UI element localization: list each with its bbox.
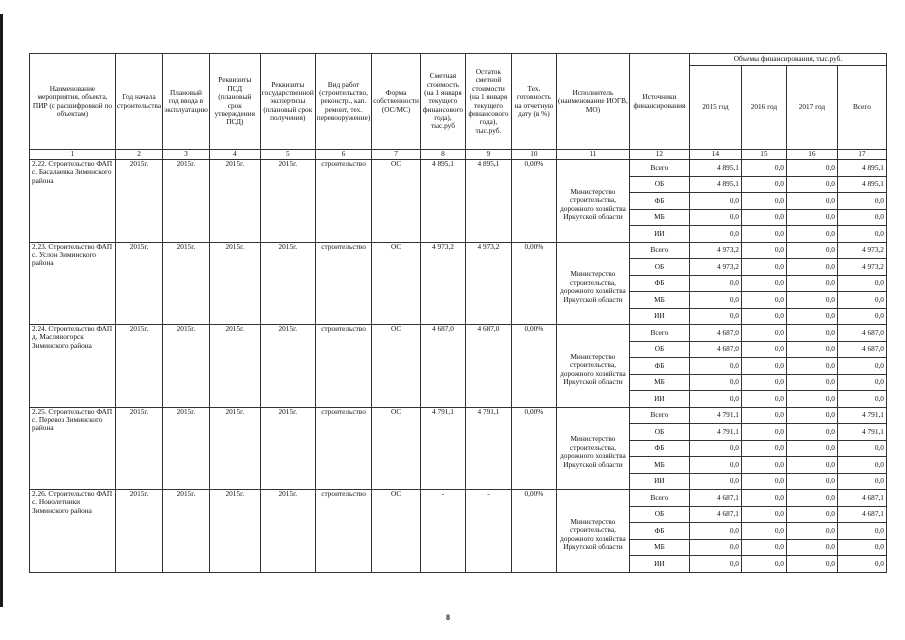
project-name: 2.26. Строительство ФАП с. Новолетники Зиминского района [30, 490, 116, 573]
funding-total: 0,0 [837, 457, 886, 474]
column-number: 6 [315, 150, 372, 160]
funding-total: 0,0 [837, 193, 886, 210]
funding-source: Всего [629, 160, 689, 177]
funding-total: 4 687,1 [837, 490, 886, 507]
funding-2017: 0,0 [786, 440, 837, 457]
start-year: 2015г. [116, 242, 163, 325]
psd-year: 2015г. [209, 325, 260, 408]
funding-total: 4 687,0 [837, 325, 886, 342]
funding-2016: 0,0 [741, 341, 786, 358]
work-type: строительство [315, 407, 372, 490]
executor: Министерство строительства, дорожного хозяйства Иркутской области [556, 407, 629, 490]
start-year: 2015г. [116, 407, 163, 490]
funding-2015: 0,0 [689, 193, 741, 210]
project-name: 2.22. Строительство ФАП с. Басалаевка Зиминского района [30, 160, 116, 243]
plan-year: 2015г. [163, 490, 210, 573]
funding-total: 0,0 [837, 292, 886, 309]
funding-2017: 0,0 [786, 209, 837, 226]
funding-2015: 0,0 [689, 457, 741, 474]
page-number: 8 [446, 613, 450, 622]
funding-2017: 0,0 [786, 259, 837, 276]
header-2015: 2015 год [689, 66, 741, 150]
funding-2017: 0,0 [786, 506, 837, 523]
ownership-form: ОС [372, 490, 421, 573]
funding-total: 0,0 [837, 374, 886, 391]
estimated-cost: - [420, 490, 465, 573]
remaining-cost: 4 791,1 [465, 407, 511, 490]
header-psd-details: Реквизиты ПСД (плановый срок утверждения ПСД) [209, 54, 260, 150]
funding-source: Всего [629, 325, 689, 342]
funding-source: ФБ [629, 193, 689, 210]
header-work-type: Вид работ (строительство, реконстр., кап. ремонт, тех. перевооружение) [315, 54, 372, 150]
funding-2016: 0,0 [741, 473, 786, 490]
funding-2017: 0,0 [786, 490, 837, 507]
executor: Министерство строительства, дорожного хозяйства Иркутской области [556, 490, 629, 573]
header-start-year: Год начала строительства [116, 54, 163, 150]
funding-2015: 0,0 [689, 473, 741, 490]
funding-2015: 4 973,2 [689, 242, 741, 259]
estimated-cost: 4 895,1 [420, 160, 465, 243]
funding-2016: 0,0 [741, 193, 786, 210]
funding-2016: 0,0 [741, 358, 786, 375]
funding-2015: 4 687,0 [689, 341, 741, 358]
column-number: 15 [741, 150, 786, 160]
funding-source: Всего [629, 490, 689, 507]
project-row [30, 325, 887, 342]
funding-2016: 0,0 [741, 308, 786, 325]
funding-total: 4 791,1 [837, 407, 886, 424]
funding-2015: 0,0 [689, 308, 741, 325]
funding-2015: 4 895,1 [689, 176, 741, 193]
funding-2016: 0,0 [741, 457, 786, 474]
funding-source: ФБ [629, 440, 689, 457]
start-year: 2015г. [116, 325, 163, 408]
funding-source: Всего [629, 407, 689, 424]
funding-2015: 4 895,1 [689, 160, 741, 177]
header-total: Всего [837, 66, 886, 150]
funding-2017: 0,0 [786, 473, 837, 490]
psd-year: 2015г. [209, 490, 260, 573]
readiness-percent: 0,00% [511, 160, 556, 243]
funding-2017: 0,0 [786, 292, 837, 309]
funding-total: 0,0 [837, 473, 886, 490]
psd-year: 2015г. [209, 160, 260, 243]
funding-2015: 4 791,1 [689, 424, 741, 441]
header-plan-year: Плановый год ввода в эксплуатацию [163, 54, 210, 150]
funding-2015: 4 791,1 [689, 407, 741, 424]
header-executor: Исполнитель (наименование ИОГВ, МО) [556, 54, 629, 150]
funding-2017: 0,0 [786, 358, 837, 375]
executor: Министерство строительства, дорожного хозяйства Иркутской области [556, 160, 629, 243]
funding-2017: 0,0 [786, 308, 837, 325]
project-name: 2.23. Строительство ФАП с. Услон Зиминского района [30, 242, 116, 325]
funding-2015: 0,0 [689, 226, 741, 243]
funding-total: 0,0 [837, 358, 886, 375]
funding-2016: 0,0 [741, 506, 786, 523]
funding-2015: 4 687,1 [689, 490, 741, 507]
funding-total: 4 973,2 [837, 242, 886, 259]
expertise-year: 2015г. [260, 160, 315, 243]
column-number: 4 [209, 150, 260, 160]
funding-2016: 0,0 [741, 176, 786, 193]
funding-total: 0,0 [837, 275, 886, 292]
funding-source: ОБ [629, 506, 689, 523]
funding-2015: 0,0 [689, 275, 741, 292]
funding-2015: 0,0 [689, 539, 741, 556]
remaining-cost: 4 973,2 [465, 242, 511, 325]
plan-year: 2015г. [163, 407, 210, 490]
project-name: 2.25. Строительство ФАП с. Перевоз Зиминского района [30, 407, 116, 490]
header-2017: 2017 год [786, 66, 837, 150]
psd-year: 2015г. [209, 407, 260, 490]
funding-2017: 0,0 [786, 556, 837, 573]
expertise-year: 2015г. [260, 490, 315, 573]
column-number: 17 [837, 150, 886, 160]
funding-2017: 0,0 [786, 226, 837, 243]
project-row [30, 490, 887, 507]
column-number: 14 [689, 150, 741, 160]
header-2016: 2016 год [741, 66, 786, 150]
ownership-form: ОС [372, 160, 421, 243]
header-funding-group: Объемы финансирования, тыс.руб. [689, 54, 886, 66]
funding-2015: 0,0 [689, 440, 741, 457]
funding-2017: 0,0 [786, 242, 837, 259]
header-ownership: Форма собственности (ОС/МС) [372, 54, 421, 150]
expertise-year: 2015г. [260, 242, 315, 325]
funding-source: ОБ [629, 259, 689, 276]
estimated-cost: 4 687,0 [420, 325, 465, 408]
funding-2017: 0,0 [786, 193, 837, 210]
funding-2017: 0,0 [786, 176, 837, 193]
expertise-year: 2015г. [260, 407, 315, 490]
remaining-cost: 4 895,1 [465, 160, 511, 243]
funding-total: 0,0 [837, 226, 886, 243]
readiness-percent: 0,00% [511, 242, 556, 325]
column-number: 8 [420, 150, 465, 160]
funding-2017: 0,0 [786, 275, 837, 292]
column-number: 16 [786, 150, 837, 160]
funding-2017: 0,0 [786, 160, 837, 177]
column-number: 5 [260, 150, 315, 160]
funding-total: 0,0 [837, 209, 886, 226]
start-year: 2015г. [116, 490, 163, 573]
funding-2017: 0,0 [786, 407, 837, 424]
funding-total: 0,0 [837, 523, 886, 540]
funding-total: 4 973,2 [837, 259, 886, 276]
funding-source: МБ [629, 457, 689, 474]
funding-2015: 0,0 [689, 358, 741, 375]
funding-2015: 0,0 [689, 556, 741, 573]
funding-source: ОБ [629, 341, 689, 358]
executor: Министерство строительства, дорожного хозяйства Иркутской области [556, 325, 629, 408]
funding-source: ИИ [629, 473, 689, 490]
readiness-percent: 0,00% [511, 407, 556, 490]
column-number-row [30, 150, 887, 160]
readiness-percent: 0,00% [511, 325, 556, 408]
funding-source: ИИ [629, 308, 689, 325]
table-body [30, 160, 887, 573]
funding-2015: 0,0 [689, 292, 741, 309]
column-number: 9 [465, 150, 511, 160]
estimated-cost: 4 973,2 [420, 242, 465, 325]
funding-2016: 0,0 [741, 209, 786, 226]
remaining-cost: 4 687,0 [465, 325, 511, 408]
header-expertise-details: Реквизиты государственной экспертизы (плановый срок получения) [260, 54, 315, 150]
funding-2016: 0,0 [741, 160, 786, 177]
column-number: 2 [116, 150, 163, 160]
funding-2016: 0,0 [741, 275, 786, 292]
funding-2016: 0,0 [741, 242, 786, 259]
funding-2016: 0,0 [741, 539, 786, 556]
work-type: строительство [315, 160, 372, 243]
column-number: 3 [163, 150, 210, 160]
funding-total: 4 895,1 [837, 176, 886, 193]
funding-total: 0,0 [837, 308, 886, 325]
funding-2015: 0,0 [689, 391, 741, 408]
funding-2017: 0,0 [786, 374, 837, 391]
work-type: строительство [315, 490, 372, 573]
funding-2015: 4 687,1 [689, 506, 741, 523]
plan-year: 2015г. [163, 242, 210, 325]
column-number: 12 [629, 150, 689, 160]
header-readiness: Тех. готовность на отчетную дату (в %) [511, 54, 556, 150]
funding-2016: 0,0 [741, 523, 786, 540]
funding-2016: 0,0 [741, 407, 786, 424]
funding-2016: 0,0 [741, 556, 786, 573]
funding-source: ОБ [629, 176, 689, 193]
funding-2016: 0,0 [741, 424, 786, 441]
funding-total: 0,0 [837, 556, 886, 573]
column-number: 7 [372, 150, 421, 160]
funding-source: ОБ [629, 424, 689, 441]
funding-2016: 0,0 [741, 374, 786, 391]
funding-2016: 0,0 [741, 259, 786, 276]
funding-source: МБ [629, 374, 689, 391]
funding-2017: 0,0 [786, 523, 837, 540]
column-number: 10 [511, 150, 556, 160]
funding-source: МБ [629, 209, 689, 226]
funding-total: 0,0 [837, 391, 886, 408]
project-name: 2.24. Строительство ФАП д. Масляногорск Зиминского района [30, 325, 116, 408]
funding-2015: 0,0 [689, 523, 741, 540]
funding-2017: 0,0 [786, 424, 837, 441]
funding-2015: 4 973,2 [689, 259, 741, 276]
funding-2016: 0,0 [741, 226, 786, 243]
header-name: Наименование мероприятия, объекта, ПИР (с расшифровкой по объектам) [30, 54, 116, 150]
ownership-form: ОС [372, 325, 421, 408]
project-row [30, 242, 887, 259]
estimated-cost: 4 791,1 [420, 407, 465, 490]
header-sources: Источники финансирования [629, 54, 689, 150]
project-row [30, 160, 887, 177]
funding-2016: 0,0 [741, 325, 786, 342]
funding-source: ИИ [629, 556, 689, 573]
project-row [30, 407, 887, 424]
funding-total: 4 687,1 [837, 506, 886, 523]
header-remaining-cost: Остаток сметной стоимости (на 1 января текущего финансового года), тыс.руб. [465, 54, 511, 150]
work-type: строительство [315, 325, 372, 408]
funding-2016: 0,0 [741, 391, 786, 408]
funding-total: 4 895,1 [837, 160, 886, 177]
funding-2016: 0,0 [741, 292, 786, 309]
column-number: 11 [556, 150, 629, 160]
funding-total: 4 791,1 [837, 424, 886, 441]
work-type: строительство [315, 242, 372, 325]
financing-table [29, 53, 887, 573]
scan-left-edge [0, 14, 3, 607]
funding-2017: 0,0 [786, 457, 837, 474]
funding-2015: 0,0 [689, 209, 741, 226]
plan-year: 2015г. [163, 160, 210, 243]
funding-total: 4 687,0 [837, 341, 886, 358]
funding-source: ИИ [629, 226, 689, 243]
funding-source: МБ [629, 539, 689, 556]
funding-source: ИИ [629, 391, 689, 408]
ownership-form: ОС [372, 407, 421, 490]
funding-2017: 0,0 [786, 341, 837, 358]
executor: Министерство строительства, дорожного хозяйства Иркутской области [556, 242, 629, 325]
funding-2016: 0,0 [741, 490, 786, 507]
remaining-cost: - [465, 490, 511, 573]
table-head [30, 54, 887, 160]
funding-2017: 0,0 [786, 325, 837, 342]
funding-2017: 0,0 [786, 391, 837, 408]
psd-year: 2015г. [209, 242, 260, 325]
funding-source: ФБ [629, 358, 689, 375]
funding-source: ФБ [629, 523, 689, 540]
header-estimated-cost: Сметная стоимость (на 1 января текущего финансового года), тыс.руб [420, 54, 465, 150]
start-year: 2015г. [116, 160, 163, 243]
column-number: 1 [30, 150, 116, 160]
funding-total: 0,0 [837, 539, 886, 556]
funding-2015: 4 687,0 [689, 325, 741, 342]
funding-2017: 0,0 [786, 539, 837, 556]
funding-source: Всего [629, 242, 689, 259]
plan-year: 2015г. [163, 325, 210, 408]
ownership-form: ОС [372, 242, 421, 325]
funding-source: МБ [629, 292, 689, 309]
funding-total: 0,0 [837, 440, 886, 457]
expertise-year: 2015г. [260, 325, 315, 408]
funding-2015: 0,0 [689, 374, 741, 391]
funding-2016: 0,0 [741, 440, 786, 457]
readiness-percent: 0,00% [511, 490, 556, 573]
funding-source: ФБ [629, 275, 689, 292]
